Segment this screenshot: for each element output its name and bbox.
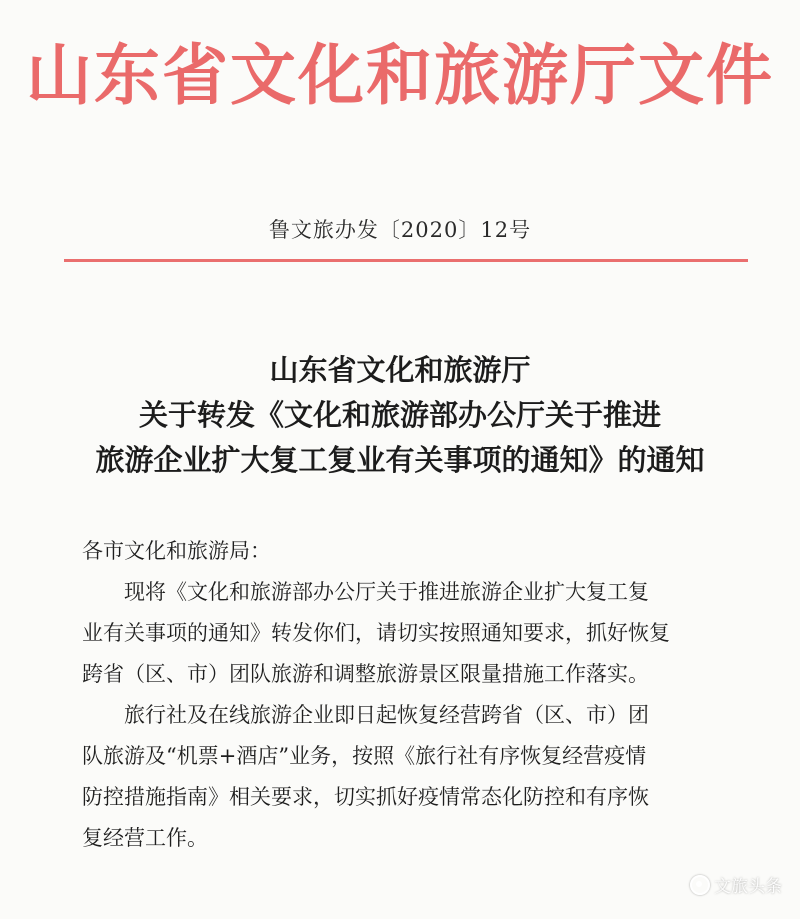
watermark-text: 文旅头条 [714, 877, 782, 897]
paragraph-line: 防控措施指南》相关要求，切实抓好疫情常态化防控和有序恢 [82, 785, 649, 809]
paragraph-line: 旅行社及在线旅游企业即日起恢复经营跨省（区、市）团 [124, 703, 649, 727]
document-title [0, 348, 800, 483]
document-header-title: 山东省文化和旅游厅文件 [26, 36, 774, 114]
document-title-line: 关于转发《文化和旅游部办公厅关于推进 [138, 398, 661, 432]
paragraph-line: 复经营工作。 [82, 826, 208, 850]
document-body [82, 531, 742, 859]
document-title-line: 旅游企业扩大复工复业有关事项的通知》的通知 [95, 443, 705, 477]
circle-logo-icon [690, 875, 710, 895]
document-number: 鲁文旅办发〔2020〕12号 [268, 218, 532, 242]
paragraph-line: 业有关事项的通知》转发你们，请切实按照通知要求，抓好恢复 [82, 621, 670, 645]
paragraph-line: 现将《文化和旅游部办公厅关于推进旅游企业扩大复工复 [124, 580, 649, 604]
salutation: 各市文化和旅游局： [82, 539, 271, 563]
red-divider-line [64, 259, 748, 262]
paragraph-line: 跨省（区、市）团队旅游和调整旅游景区限量措施工作落实。 [82, 662, 649, 686]
watermark [690, 872, 782, 897]
document-title-line: 山东省文化和旅游厅 [269, 353, 531, 387]
paragraph-line: 队旅游及“机票+酒店”业务，按照《旅行社有序恢复经营疫情 [82, 744, 647, 768]
